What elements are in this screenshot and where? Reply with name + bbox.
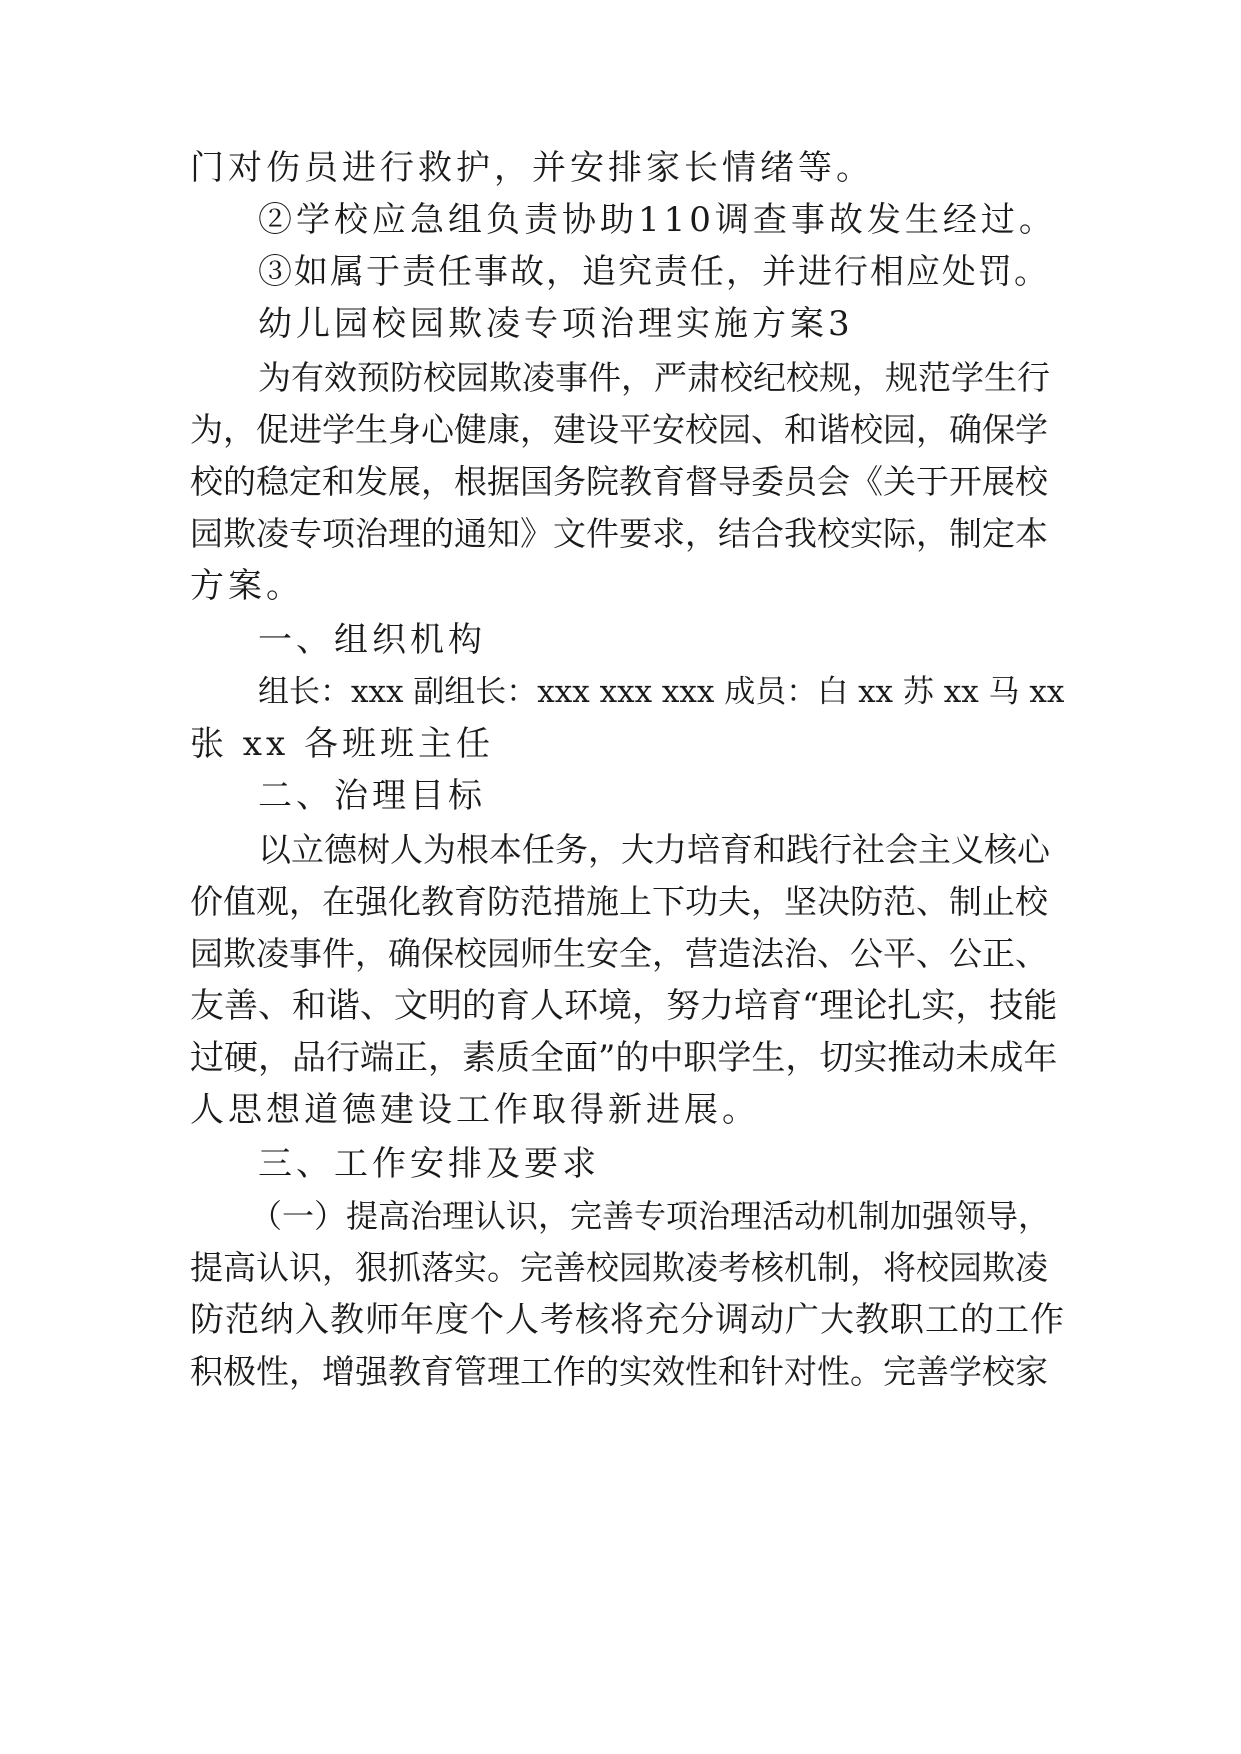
text-line: 门对伤员进行救护，并安排家长情绪等。	[190, 148, 874, 188]
text-line: 方案。	[190, 566, 304, 606]
section-heading: 一、组织机构	[258, 620, 486, 660]
text-line: 提高认识，狠抓落实。完善校园欺凌考核机制，将校园欺凌	[190, 1248, 1048, 1287]
text-line: 积极性，增强教育管理工作的实效性和针对性。完善学校家	[190, 1352, 1048, 1391]
text-line: 园欺凌专项治理的通知》文件要求，结合我校实际，制定本	[190, 514, 1048, 553]
text-line: 过硬，品行端正，素质全面”的中职学生，切实推动未成年	[190, 1038, 1058, 1078]
text-line: 友善、和谐、文明的育人环境，努力培育“理论扎实，技能	[190, 986, 1058, 1026]
section-heading: 三、工作安排及要求	[258, 1144, 600, 1184]
text-line: 张 xx 各班班主任	[190, 724, 494, 764]
text-line: 组长：xxx 副组长：xxx xxx xxx 成员：白 xx 苏 xx 马 xx	[258, 674, 1065, 710]
text-line: 价值观，在强化教育防范措施上下功夫，坚决防范、制止校	[190, 882, 1048, 921]
text-line: （一）提高治理认识，完善专项治理活动机制加强领导，	[250, 1197, 1051, 1235]
section-heading: 二、治理目标	[258, 776, 486, 816]
text-line: 为，促进学生身心健康，建设平安校园、和谐校园，确保学	[190, 410, 1048, 449]
text-line: 人思想道德建设工作取得新进展。	[190, 1090, 760, 1130]
text-line: 园欺凌事件，确保校园师生安全，营造法治、公平、公正、	[190, 934, 1048, 973]
text-line: 防范纳入教师年度个人考核将充分调动广大教职工的工作	[190, 1300, 1065, 1340]
text-line: 为有效预防校园欺凌事件，严肃校纪校规，规范学生行	[258, 358, 1050, 397]
text-line: ③如属于责任事故，追究责任，并进行相应处罚。	[258, 252, 1050, 292]
text-line: ②学校应急组负责协助110调查事故发生经过。	[258, 200, 1057, 240]
text-line: 校的稳定和发展，根据国务院教育督导委员会《关于开展校	[190, 462, 1048, 501]
text-line: 以立德树人为根本任务，大力培育和践行社会主义核心	[258, 830, 1050, 869]
section-heading: 幼儿园校园欺凌专项治理实施方案3	[258, 304, 854, 344]
